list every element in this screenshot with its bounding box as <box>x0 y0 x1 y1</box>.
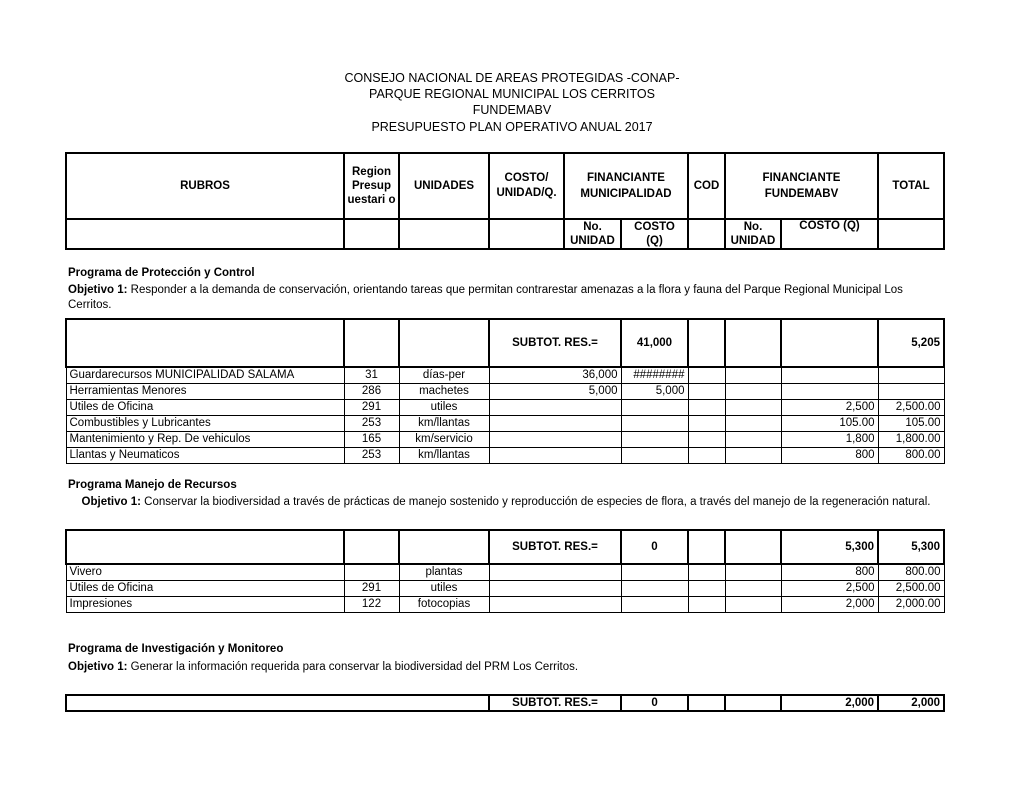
program-table <box>65 318 945 464</box>
rubro: Llantas y Neumaticos <box>66 447 344 463</box>
objective-text: Generar la información requerida para conservar la biodiversidad del PRM Los Cerritos. <box>130 661 579 673</box>
subtotal-total: 5,205 <box>878 319 944 367</box>
costo <box>489 580 621 596</box>
unidades: machetes <box>399 383 489 399</box>
subtotal-label: SUBTOT. RES.= <box>489 695 621 711</box>
objective-text: Responder a la demanda de conservación, orientando tareas que permitan contrarestar amenazas a la flora y fauna del Parque Regional Municipal Los Cerritos. <box>68 284 903 311</box>
subtotal-total: 2,000 <box>878 695 944 711</box>
program-title: Programa de Investigación y Monitoreo <box>68 643 284 655</box>
col-region: Region Presup uestari o <box>344 153 399 219</box>
muni-costo <box>621 415 688 431</box>
total: 2,500.00 <box>878 399 944 415</box>
unidades: fotocopias <box>399 596 489 612</box>
table-row <box>66 431 944 447</box>
doc-title-1: CONSEJO NACIONAL DE AREAS PROTEGIDAS -CONAP- <box>344 71 680 85</box>
subtotal-total: 5,300 <box>878 530 944 564</box>
table-row <box>66 564 944 580</box>
col-costo-q-2: COSTO (Q) <box>781 219 878 249</box>
doc-title-4: PRESUPUESTO PLAN OPERATIVO ANUAL 2017 <box>371 120 653 134</box>
muni-costo <box>621 596 688 612</box>
muni-costo: ######## <box>621 367 688 383</box>
total: 105.00 <box>878 415 944 431</box>
column-header-table <box>65 152 945 250</box>
region: 286 <box>344 383 399 399</box>
program-objective <box>68 660 578 675</box>
fund-costo: 1,800 <box>781 431 878 447</box>
program-table <box>65 694 945 712</box>
muni-costo <box>621 564 688 580</box>
table-row <box>66 367 944 383</box>
table-row <box>66 580 944 596</box>
total: 800.00 <box>878 447 944 463</box>
fund-costo: 2,500 <box>781 399 878 415</box>
muni-costo <box>621 580 688 596</box>
rubro: Guardarecursos MUNICIPALIDAD SALAMA <box>66 367 344 383</box>
col-rubros: RUBROS <box>66 153 344 219</box>
unidades: plantas <box>399 564 489 580</box>
subtotal-row <box>66 319 944 367</box>
col-unidades: UNIDADES <box>399 153 489 219</box>
region: 165 <box>344 431 399 447</box>
costo: 5,000 <box>489 383 621 399</box>
fund-costo: 800 <box>781 447 878 463</box>
subtotal-muni: 41,000 <box>621 319 688 367</box>
program-objective <box>68 283 938 313</box>
total: 2,500.00 <box>878 580 944 596</box>
costo <box>489 415 621 431</box>
objective-label: Objetivo 1: <box>68 661 128 673</box>
region: 253 <box>344 447 399 463</box>
rubro: Mantenimiento y Rep. De vehiculos <box>66 431 344 447</box>
subtotal-muni: 0 <box>621 695 688 711</box>
region: 253 <box>344 415 399 431</box>
objective-label: Objetivo 1: <box>68 284 128 296</box>
col-no-unidad-2: No. UNIDAD <box>725 219 781 249</box>
muni-costo <box>621 447 688 463</box>
rubro: Utiles de Oficina <box>66 399 344 415</box>
rubro: Utiles de Oficina <box>66 580 344 596</box>
fund-costo <box>781 367 878 383</box>
costo <box>489 431 621 447</box>
region <box>344 564 399 580</box>
costo <box>489 447 621 463</box>
doc-title-3: FUNDEMABV <box>472 103 552 117</box>
program-objective <box>68 495 944 510</box>
region: 31 <box>344 367 399 383</box>
col-fin-muni: FINANCIANTE MUNICIPALIDAD <box>564 153 688 219</box>
rubro: Herramientas Menores <box>66 383 344 399</box>
subtotal-fund: 5,300 <box>781 530 878 564</box>
costo <box>489 596 621 612</box>
program-title: Programa de Protección y Control <box>68 267 255 279</box>
muni-costo: 5,000 <box>621 383 688 399</box>
fund-costo: 105.00 <box>781 415 878 431</box>
unidades: utiles <box>399 580 489 596</box>
objective-text: Conservar la biodiversidad a través de prácticas de manejo sostenido y reproducción de especies de flora, a través del manejo de la regeneración natural. <box>144 496 931 508</box>
costo <box>489 564 621 580</box>
region: 291 <box>344 580 399 596</box>
subtotal-fund <box>781 319 878 367</box>
unidades: km/llantas <box>399 447 489 463</box>
subtotal-row <box>66 530 944 564</box>
subtotal-row <box>66 695 944 711</box>
table-row <box>66 399 944 415</box>
col-no-unidad: No. UNIDAD <box>564 219 621 249</box>
unidades: km/llantas <box>399 415 489 431</box>
objective-label: Objetivo 1: <box>81 496 141 508</box>
doc-title-2: PARQUE REGIONAL MUNICIPAL LOS CERRITOS <box>369 87 655 101</box>
muni-costo <box>621 431 688 447</box>
region: 122 <box>344 596 399 612</box>
col-costo-q: COSTO (Q) <box>621 219 688 249</box>
table-row <box>66 447 944 463</box>
rubro: Combustibles y Lubricantes <box>66 415 344 431</box>
total <box>878 367 944 383</box>
unidades: utiles <box>399 399 489 415</box>
table-row <box>66 596 944 612</box>
subtotal-label: SUBTOT. RES.= <box>489 530 621 564</box>
fund-costo: 2,000 <box>781 596 878 612</box>
muni-costo <box>621 399 688 415</box>
total: 1,800.00 <box>878 431 944 447</box>
costo: 36,000 <box>489 367 621 383</box>
region: 291 <box>344 399 399 415</box>
total: 2,000.00 <box>878 596 944 612</box>
col-cod: COD <box>688 153 725 219</box>
col-costo: COSTO/ UNIDAD/Q. <box>489 153 564 219</box>
fund-costo: 800 <box>781 564 878 580</box>
table-row <box>66 383 944 399</box>
subtotal-label: SUBTOT. RES.= <box>489 319 621 367</box>
subtotal-muni: 0 <box>621 530 688 564</box>
col-fin-fund: FINANCIANTE FUNDEMABV <box>725 153 878 219</box>
program-table <box>65 529 945 613</box>
rubro: Vivero <box>66 564 344 580</box>
table-row <box>66 415 944 431</box>
fund-costo: 2,500 <box>781 580 878 596</box>
rubro: Impresiones <box>66 596 344 612</box>
program-title: Programa Manejo de Recursos <box>68 479 237 491</box>
total: 800.00 <box>878 564 944 580</box>
unidades: km/servicio <box>399 431 489 447</box>
fund-costo <box>781 383 878 399</box>
costo <box>489 399 621 415</box>
subtotal-fund: 2,000 <box>781 695 878 711</box>
total <box>878 383 944 399</box>
col-total: TOTAL <box>878 153 944 219</box>
unidades: días-per <box>399 367 489 383</box>
